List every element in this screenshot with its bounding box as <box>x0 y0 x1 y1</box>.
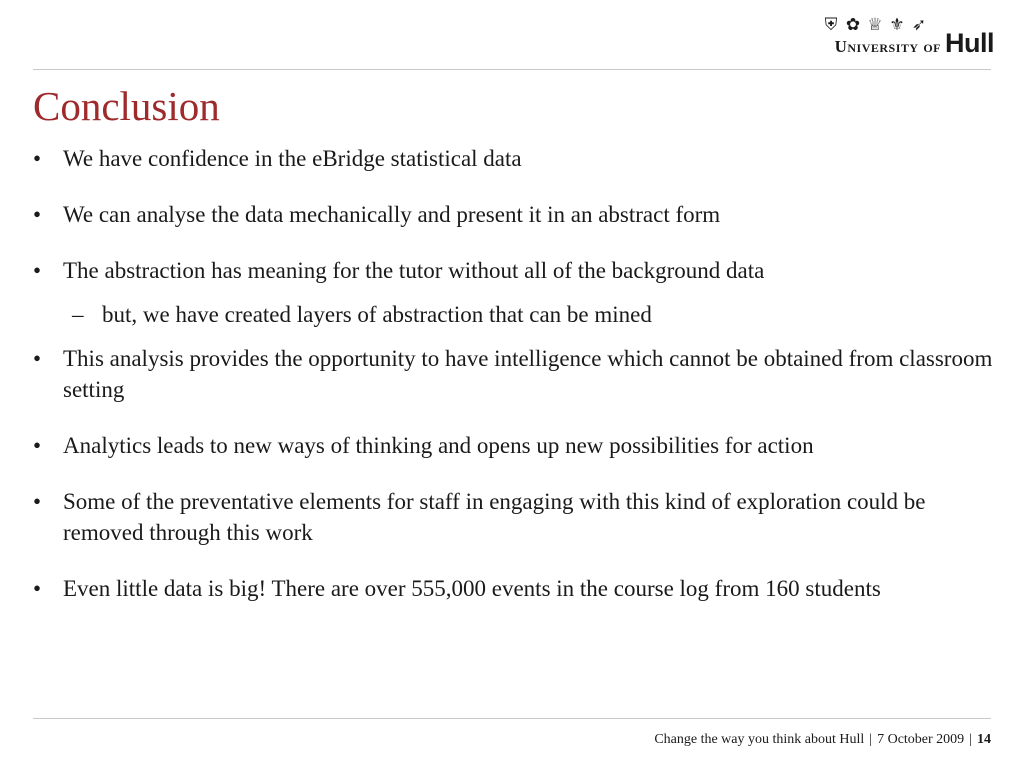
footer-tagline: Change the way you think about Hull <box>654 732 865 747</box>
shield-icon: ⛨ <box>824 15 838 34</box>
footer-separator: | <box>969 732 972 747</box>
university-logo <box>794 16 994 56</box>
logo-text-hull: Hull <box>945 28 994 58</box>
bullet-item: • Some of the preventative elements for staff in engaging with this kind of exploration could be removed through this work <box>33 486 993 548</box>
footer-separator: | <box>869 732 873 747</box>
rose-icon: ✿ <box>845 15 861 34</box>
bullet-item: • This analysis provides the opportunity to have intelligence which cannot be obtained from classroom setting <box>33 343 993 405</box>
logo-text-university-of: University of <box>834 37 941 56</box>
header-divider <box>33 69 991 70</box>
bullet-item: • The abstraction has meaning for the tutor without all of the background data <box>33 255 993 286</box>
bullet-list <box>33 143 993 604</box>
bullet-item: • We can analyse the data mechanically and present it in an abstract form <box>33 199 993 230</box>
slide-title: Conclusion <box>33 83 220 129</box>
bullet-item: • Analytics leads to new ways of thinking and opens up new possibilities for action <box>33 430 993 461</box>
bird-icon: ➶ <box>911 15 927 34</box>
bullet-item: • Even little data is big! There are over 555,000 events in the course log from 160 students <box>33 573 993 604</box>
sub-bullet-item: – but, we have created layers of abstraction that can be mined <box>33 299 993 330</box>
logo-wordmark <box>835 28 994 59</box>
crown-icon: ♕ <box>867 15 883 34</box>
footer-divider <box>33 718 991 719</box>
footer-date: 7 October 2009 <box>877 732 965 747</box>
page-number: 14 <box>977 732 991 747</box>
fleur-de-lis-icon: ⚜ <box>889 15 905 34</box>
footer <box>654 732 991 748</box>
bullet-item: • We have confidence in the eBridge statistical data <box>33 143 993 174</box>
